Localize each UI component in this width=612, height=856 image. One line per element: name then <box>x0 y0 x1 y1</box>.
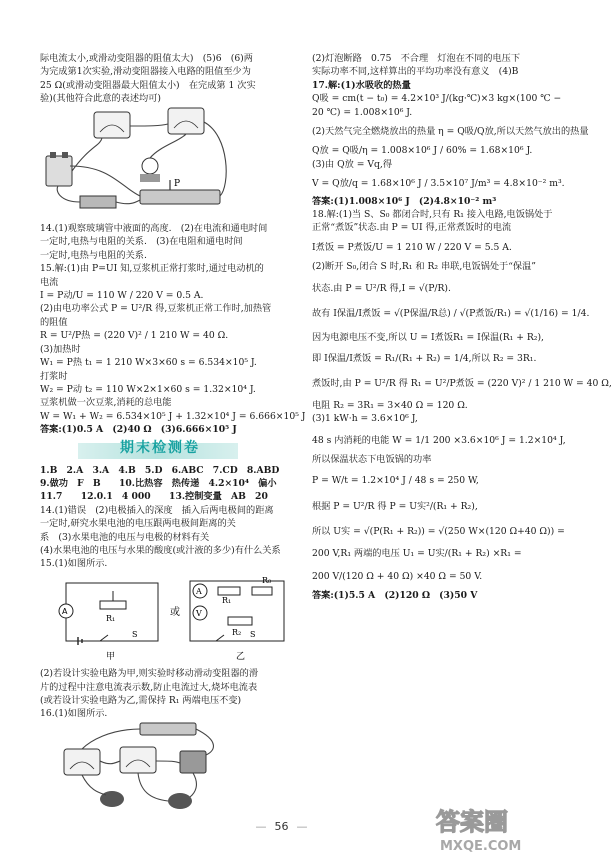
resistor-label: R₂ <box>232 627 242 637</box>
text-line: 15.解:(1)由 P=UI 知,豆浆机正常打浆时,通过电动机的 <box>40 263 264 275</box>
text-line: (2)若设计实验电路为甲,则实验时移动滑动变阻器的滑 <box>40 668 259 680</box>
text-line: 一定时,研究水果电池的电压跟两电极间距离的关 <box>40 518 236 530</box>
formula-line: 故有 I保温/I煮饭 = √(P保温/R总) / √(P煮饭/R₁) = √(1/16) = 1/4. <box>312 308 590 320</box>
answer-key-line: 1.B 2.A 3.A 4.B 5.D 6.ABC 7.CD 8.ABD <box>40 464 280 476</box>
text-line: 际电流太小,或滑动变阻器的阻值太大) (5)6 (6)两 <box>40 53 253 64</box>
text-line: 的阻值 <box>40 316 68 328</box>
formula-line: 所以 U实 = √(P(R₁ + R₂)) = √(250 W×(120 Ω+40 Ω)) = <box>312 526 565 538</box>
formula-line: R = U²/P热 = (220 V)² / 1 210 W = 40 Ω. <box>40 330 229 342</box>
text-line: 系 (3)水果电池的电压与电极的材料有关 <box>40 531 210 543</box>
formula-line: 根据 P = U²/R 得 P = U实²/(R₁ + R₂), <box>312 500 478 512</box>
text-line: (或若设计实验电路为乙,需保持 R₁ 两端电压不变) <box>40 695 242 706</box>
answer-key-line: 9.做功 F B 10.比热容 热传递 4.2×10⁴ 偏小 <box>40 477 277 489</box>
text-line: (2)由电功率公式 P = U²/R 得,豆浆机正常工作时,加热管 <box>40 303 272 315</box>
text-line: 一定时,电热与电阻的关系. (3)在电阻和通电时间 <box>40 236 243 248</box>
meter-apparatus-figure <box>40 721 240 815</box>
text-line: (3)加热时 <box>40 343 81 355</box>
formula-line: 48 s 内消耗的电能 W = 1/1 200 ×3.6×10⁶ J = 1.2×10⁴ J, <box>312 434 566 446</box>
diagram-label-yi: 乙 <box>236 651 246 662</box>
text-line: 打浆时 <box>40 370 68 382</box>
watermark-logo <box>430 800 560 854</box>
formula-line: W₂ = P动 t₂ = 110 W×2×1×60 s = 1.32×10⁴ J. <box>40 383 256 395</box>
section-header <box>40 441 295 461</box>
text-line: 25 Ω(或滑动变阻器最大阻值太小) 在完成第 1 次实 <box>40 79 256 91</box>
right-column <box>312 52 612 603</box>
or-label: 或 <box>170 606 180 618</box>
text-line: (4)水果电池的电压与水果的酸度(或汁液的多少)有什么关系 <box>40 544 281 556</box>
question-heading: 17.解:(1)水吸收的热量 <box>312 79 411 91</box>
text-line: 所以保温状态下电饭锅的功率 <box>312 453 432 465</box>
formula-line: 状态.由 P = U²/R 得,I = √(P/R). <box>312 282 451 294</box>
formula-line: I煮饭 = P煮饭/U = 1 210 W / 220 V = 5.5 A. <box>312 241 512 253</box>
text-line: (2)断开 S₀,闭合 S 时,R₁ 和 R₂ 串联,电饭锅处于“保温” <box>312 261 536 273</box>
answer-line: 答案:(1)1.008×10⁶ J (2)4.8×10⁻² m³ <box>312 195 497 207</box>
answer-line: 答案:(1)5.5 A (2)120 Ω (3)50 V <box>312 590 478 602</box>
slider-label: P <box>174 178 181 189</box>
text-line: 18.解:(1)当 S、S₀ 都闭合时,只有 R₁ 接入电路,电饭锅处于 <box>312 209 553 221</box>
text-line: 14.(1)观察玻璃管中液面的高度. (2)在电流和通电时间 <box>40 223 268 235</box>
formula-line: V = Q放/q = 1.68×10⁶ J / 3.5×10⁷ J/m³ = 4.8×10⁻² m³. <box>312 178 565 190</box>
text-line: 14.(1)错误 (2)电极插入的深度 插入后两电极间的距离 <box>40 504 274 516</box>
section-title: 期末检测卷 <box>120 439 200 456</box>
text-line: (3)由 Q放 = Vq,得 <box>312 158 393 170</box>
text-line: 15.(1)如图所示. <box>40 558 108 570</box>
voltmeter-label: V <box>196 608 202 618</box>
text-line: 16.(1)如图所示. <box>40 708 108 720</box>
page-number: — 56 — <box>255 820 308 833</box>
text-line: 实际功率不同,这样算出的平均功率没有意义 (4)B <box>312 66 519 78</box>
formula-line: Q吸 = cm(t − t₀) = 4.2×10³ J/(kg·℃)×3 kg×(100 ℃ − <box>312 93 562 105</box>
resistor-label: R₀ <box>262 575 272 585</box>
formula-line: Q放 = Q吸/η = 1.008×10⁶ J / 60% = 1.68×10⁶ J. <box>312 145 533 157</box>
text-line: 电流 <box>40 276 59 288</box>
text-line: 电阻 R₂ = 3R₁ = 3×40 Ω = 120 Ω. <box>312 399 468 411</box>
diagram-label-jia: 甲 <box>106 651 116 662</box>
resistor-label: R₁ <box>106 613 116 623</box>
text-line: 豆浆机做一次豆浆,消耗的总电能 <box>40 397 172 409</box>
text-line: 片的过程中注意电流表示数,防止电流过大,烧坏电流表 <box>40 681 258 693</box>
text-line: 验)(其他符合此意的表述均可) <box>40 93 162 105</box>
text-line: 因为电源电压不变,所以 U = I煮饭R₁ = I保温(R₁ + R₂), <box>312 331 544 343</box>
ammeter-label: A <box>62 606 68 616</box>
answer-line: 答案:(1)0.5 A (2)40 Ω (3)6.666×10⁵ J <box>40 424 237 436</box>
text-line: 正常“煮饭”状态.由 P = UI 得,正常煮饭时的电流 <box>312 222 512 234</box>
formula-line: 200 V/(120 Ω + 40 Ω) ×40 Ω = 50 V. <box>312 570 483 582</box>
text-line: 一定时,电热与电阻的关系. <box>40 249 147 261</box>
formula-line: 200 V,R₁ 两端的电压 U₁ = U实/(R₁ + R₂) ×R₁ = <box>312 547 522 559</box>
text-line: 为完成第1次实验,滑动变阻器接入电路的阻值至少为 <box>40 66 251 78</box>
text-line: (2)灯泡断路 0.75 不合理 灯泡在不同的电压下 <box>312 53 521 64</box>
formula-line: 即 I保温/I煮饭 = R₁/(R₁ + R₂) = 1/4,所以 R₂ = 3R₁. <box>312 352 537 364</box>
watermark-url: MXQE.COM <box>440 839 522 854</box>
formula-line: W₁ = P热 t₁ = 1 210 W×3×60 s = 6.534×10⁵ J. <box>40 357 257 369</box>
answer-key-line: 11.7 12.0.1 4 000 13.控制变量 AB 20 <box>40 491 268 503</box>
text-line: (3)1 kW·h = 3.6×10⁶ J, <box>312 413 418 425</box>
switch-label: S <box>132 629 138 639</box>
formula-line: 煮饭时,由 P = U²/R 得 R₁ = U²/P煮饭 = (220 V)² / 1 210 W = 40 Ω, <box>312 378 612 390</box>
formula-line: W = W₁ + W₂ = 6.534×10⁵ J + 1.32×10⁴ J = 6.666×10⁵ J <box>40 410 306 422</box>
left-column <box>40 52 306 819</box>
formula-line: I = P动/U = 110 W / 220 V = 0.5 A. <box>40 290 204 302</box>
page-number-value: 56 <box>274 820 289 833</box>
circuit-diagrams-figure <box>40 571 295 663</box>
ammeter-label: A <box>196 586 202 596</box>
formula-line: P = W/t = 1.2×10⁴ J / 48 s = 250 W, <box>312 475 479 487</box>
text-line: (2)天然气完全燃烧放出的热量 η = Q吸/Q放,所以天然气放出的热量 <box>312 126 589 138</box>
switch-label: S <box>250 629 256 639</box>
watermark-title: 答案圈 <box>436 808 508 836</box>
resistor-label: R₁ <box>222 595 232 605</box>
circuit-apparatus-figure <box>40 106 240 218</box>
formula-line: 20 ℃) = 1.008×10⁶ J. <box>312 106 413 118</box>
